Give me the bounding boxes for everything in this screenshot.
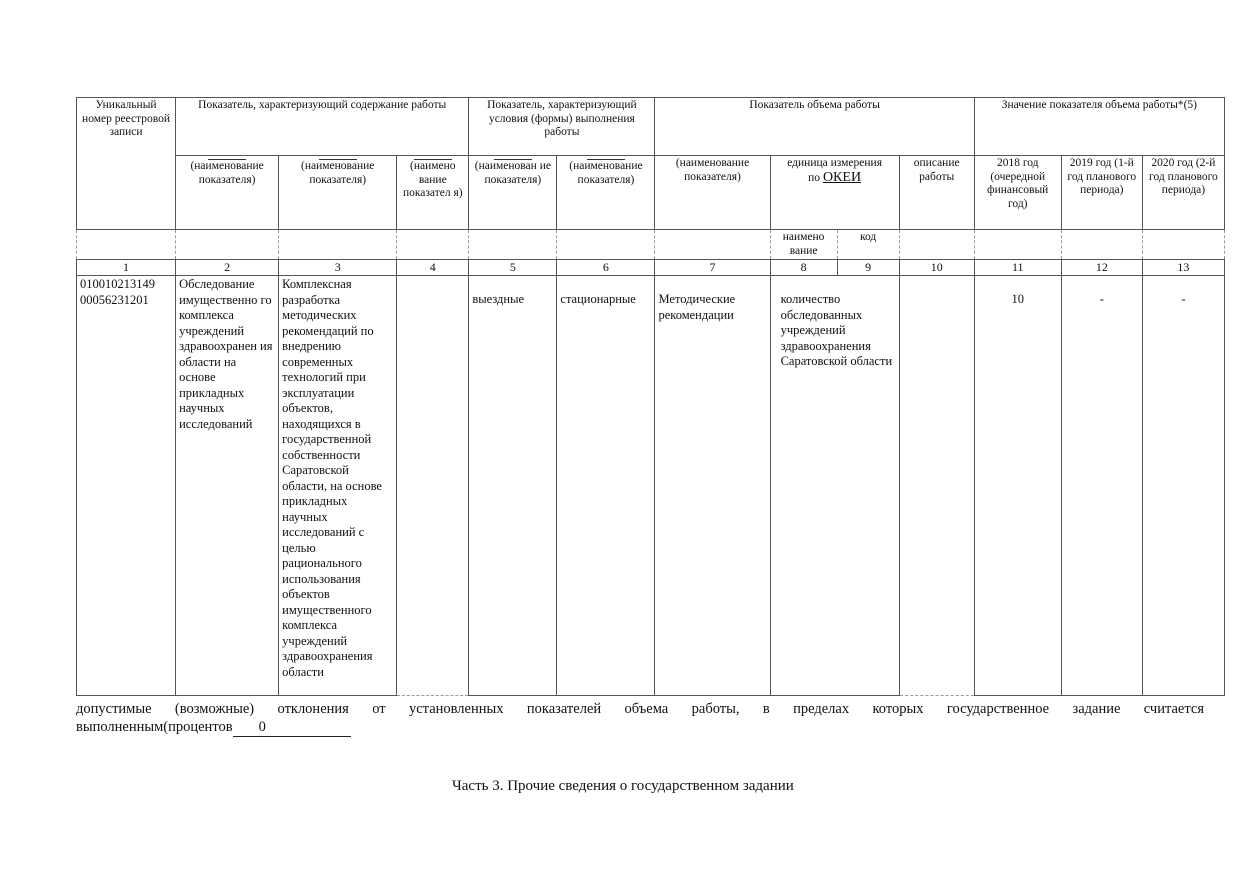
subheader-name-6: (наименование показателя) <box>655 156 770 230</box>
col-number: 13 <box>1142 260 1224 276</box>
registry-number-cell: 010010213149 00056231201 <box>77 276 176 696</box>
col-number: 9 <box>837 260 899 276</box>
header-volume-value: Значение показателя объема работы*(5) <box>974 98 1224 156</box>
header-condition-indicator: Показатель, характеризующий условия (формы) выполнения работы <box>469 98 655 156</box>
header-volume-indicator: Показатель объема работы <box>655 98 974 156</box>
column-numbers-row <box>77 260 1225 276</box>
col-number: 1 <box>77 260 176 276</box>
value-2019-cell: - <box>1061 276 1142 696</box>
col-number: 8 <box>770 260 837 276</box>
unit-value-cell: количество обследованных учреждений здравоохранения Саратовской области <box>770 276 899 696</box>
subheader-description: описание работы <box>899 156 974 230</box>
percent-value: 0 <box>233 718 351 737</box>
condition-2-cell: стационарные <box>557 276 655 696</box>
col-number: 12 <box>1061 260 1142 276</box>
unit-code-header: код <box>837 230 899 260</box>
unit-subheader-row <box>77 230 1225 260</box>
deviation-note-line2: выполненным(процентов 0 <box>76 718 351 737</box>
content-indicator-2-cell: Комплексная разработка методических рекомендаций по внедрению современных технологий при эксплуатации объектов, находящихся в государственной собственности Саратовской области, на основе прикладных научных исследований с целью рационального использования объектов имущественного комплекса учреждений здравоохранения области <box>279 276 397 696</box>
table-row <box>77 276 1225 696</box>
header-row <box>77 98 1225 156</box>
subheader-row <box>77 156 1225 230</box>
unit-name-header: наимено вание <box>770 230 837 260</box>
header-registry-number: Уникальный номер реестровой записи <box>77 98 176 230</box>
subheader-name-2: (наименование показателя) <box>279 156 397 230</box>
description-cell <box>899 276 974 696</box>
subheader-name-3: (наимено вание показател я) <box>397 156 469 230</box>
col-number: 6 <box>557 260 655 276</box>
subheader-name-1: (наименование показателя) <box>176 156 279 230</box>
subheader-year-2020: 2020 год (2-й год планового периода) <box>1142 156 1224 230</box>
part3-title: Часть 3. Прочие сведения о государственном задании <box>452 778 794 794</box>
col-number: 7 <box>655 260 770 276</box>
value-2018-cell: 10 <box>974 276 1061 696</box>
col-number: 10 <box>899 260 974 276</box>
col-number: 5 <box>469 260 557 276</box>
subheader-name-5: (наименование показателя) <box>557 156 655 230</box>
col-number: 11 <box>974 260 1061 276</box>
subheader-year-2018: 2018 год (очередной финансовый год) <box>974 156 1061 230</box>
col-number: 3 <box>279 260 397 276</box>
volume-indicator-name-cell: Методические рекомендации <box>655 276 770 696</box>
subheader-name-4: (наименован ие показателя) <box>469 156 557 230</box>
header-content-indicator: Показатель, характеризующий содержание работы <box>176 98 469 156</box>
work-volume-table <box>76 97 1225 696</box>
content-indicator-3-cell <box>397 276 469 696</box>
subheader-year-2019: 2019 год (1-й год планового периода) <box>1061 156 1142 230</box>
value-2020-cell: - <box>1142 276 1224 696</box>
condition-1-cell: выездные <box>469 276 557 696</box>
content-indicator-1-cell: Обследование имущественно го комплекса учреждений здравоохранен ия области на основе прикладных научных исследований <box>176 276 279 696</box>
col-number: 4 <box>397 260 469 276</box>
okei-label: ОКЕИ <box>822 169 862 185</box>
col-number: 2 <box>176 260 279 276</box>
subheader-unit: единица измерения по ОКЕИ <box>770 156 899 230</box>
deviation-note: допустимые (возможные) отклонения от установленных показателей объема работы, в пределах которых государственное задание считается <box>76 701 1204 717</box>
